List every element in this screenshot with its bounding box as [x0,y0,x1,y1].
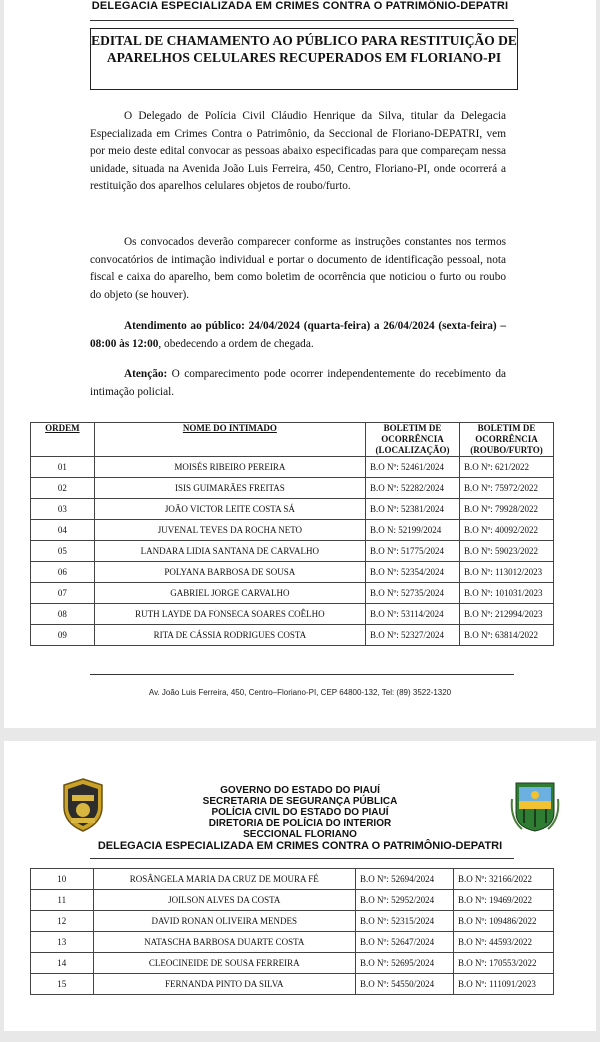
cell-nome: FERNANDA PINTO DA SILVA [93,974,356,995]
table-row [31,869,554,890]
cell-bo-roubo: B.O Nº: 19469/2022 [453,890,553,911]
gov-line-2: SECRETARIA DE SEGURANÇA PÚBLICA [202,796,398,807]
cell-ordem: 01 [31,457,95,478]
cell-bo-roubo: B.O Nº: 79928/2022 [459,499,553,520]
cell-bo-localizacao: B.O Nº: 52354/2024 [365,562,459,583]
schedule-bold: Atendimento ao público: 24/04/2024 (quarta-feira) a 26/04/2024 (sexta-feira) – 08:00 às 12:00 [90,320,506,350]
cell-ordem: 04 [31,520,95,541]
cell-bo-localizacao: B.O Nº: 52694/2024 [356,869,454,890]
col-ordem: ORDEM [31,423,95,457]
cell-ordem: 08 [31,604,95,625]
footer-rule [90,674,514,675]
paragraph-intro [90,108,506,196]
cell-bo-localizacao: B.O Nº: 52952/2024 [356,890,454,911]
cell-nome: GABRIEL JORGE CARVALHO [94,583,365,604]
table-row [31,499,554,520]
paragraph-instructions [90,234,506,304]
col-nome: NOME DO INTIMADO [94,423,365,457]
cell-bo-roubo: B.O Nº: 32166/2022 [453,869,553,890]
cell-bo-localizacao: B.O Nº: 52461/2024 [365,457,459,478]
cell-bo-localizacao: B.O Nº: 52327/2024 [365,625,459,646]
cell-bo-localizacao: B.O Nº: 52735/2024 [365,583,459,604]
cell-bo-roubo: B.O Nº: 113012/2023 [459,562,553,583]
cell-nome: JOÃO VICTOR LEITE COSTA SÁ [94,499,365,520]
cell-bo-localizacao: B.O N: 52199/2024 [365,520,459,541]
schedule-rest: , obedecendo a ordem de chegada. [158,337,314,350]
page-footer: Av. João Luis Ferreira, 450, Centro–Floriano-PI, CEP 64800-132, Tel: (89) 3522-1320 [148,688,452,697]
cell-nome: MOISÉS RIBEIRO PEREIRA [94,457,365,478]
cell-bo-roubo: B.O Nº: 59023/2022 [459,541,553,562]
cell-bo-roubo: B.O Nº: 63814/2022 [459,625,553,646]
cell-nome: RITA DE CÁSSIA RODRIGUES COSTA [94,625,365,646]
cell-bo-roubo: B.O Nº: 111091/2023 [453,974,553,995]
edital-title-line1: EDITAL DE CHAMAMENTO AO PÚBLICO PARA RESTITUIÇÃO DE [91,33,517,48]
cell-bo-localizacao: B.O Nº: 52647/2024 [356,932,454,953]
cell-nome: RUTH LAYDE DA FONSECA SOARES COÊLHO [94,604,365,625]
table-row [31,562,554,583]
cell-nome: DAVID RONAN OLIVEIRA MENDES [93,911,356,932]
cell-ordem: 09 [31,625,95,646]
col-bo-localizacao: BOLETIM DE OCORRÊNCIA (LOCALIZAÇÃO) [365,423,459,457]
cell-bo-localizacao: B.O Nº: 51775/2024 [365,541,459,562]
summons-table-1 [30,422,554,646]
cell-ordem: 02 [31,478,95,499]
cell-bo-localizacao: B.O Nº: 54550/2024 [356,974,454,995]
cell-bo-localizacao: B.O Nº: 52381/2024 [365,499,459,520]
col-bo-roubo: BOLETIM DE OCORRÊNCIA (ROUBO/FURTO) [459,423,553,457]
table-row [31,890,554,911]
cell-nome: LANDARA LIDIA SANTANA DE CARVALHO [94,541,365,562]
paragraph-attention [90,366,506,401]
document-page-1 [4,0,596,728]
cell-bo-localizacao: B.O Nº: 52315/2024 [356,911,454,932]
cell-nome: ISIS GUIMARÃES FREITAS [94,478,365,499]
table-row [31,520,554,541]
table-row [31,953,554,974]
paragraph-instructions-text: Os convocados deverão comparecer conforme as instruções constantes nos termos convocatórios de intimação individual e portar o documento de identificação pessoal, nota fiscal e caixa do aparelho, bem como boletim de ocorrência que noticiou o furto ou roubo do objeto (se houver). [90,236,506,301]
cell-ordem: 03 [31,499,95,520]
paragraph-schedule [90,318,506,353]
cell-bo-localizacao: B.O Nº: 53114/2024 [365,604,459,625]
cell-nome: JOILSON ALVES DA COSTA [93,890,356,911]
table-row [31,625,554,646]
cell-nome: CLEOCINEIDE DE SOUSA FERREIRA [93,953,356,974]
cell-bo-roubo: B.O Nº: 75972/2022 [459,478,553,499]
gov-line-3: POLÍCIA CIVIL DO ESTADO DO PIAUÍ [211,807,389,818]
cell-nome: NATASCHA BARBOSA DUARTE COSTA [93,932,356,953]
table-row [31,457,554,478]
table-row [31,478,554,499]
cell-ordem: 07 [31,583,95,604]
summons-table-2 [30,868,554,995]
table-row [31,974,554,995]
cell-ordem: 15 [31,974,94,995]
table-row [31,583,554,604]
cell-bo-roubo: B.O Nº: 212994/2023 [459,604,553,625]
table-row [31,541,554,562]
page2-subheader: DELEGACIA ESPECIALIZADA EM CRIMES CONTRA O PATRIMÔNIO-DEPATRI [97,840,503,852]
page2-header-rule [90,858,514,859]
edital-title-line2: APARELHOS CELULARES RECUPERADOS EM FLORIANO-PI [106,50,502,65]
cell-ordem: 05 [31,541,95,562]
cell-bo-roubo: B.O Nº: 170553/2022 [453,953,553,974]
cell-bo-roubo: B.O Nº: 40092/2022 [459,520,553,541]
table-row [31,932,554,953]
cell-bo-roubo: B.O Nº: 109486/2022 [453,911,553,932]
cell-bo-roubo: B.O Nº: 621/2022 [459,457,553,478]
attention-rest: O comparecimento pode ocorrer independentemente do recebimento da intimação policial. [90,368,506,398]
cell-nome: POLYANA BARBOSA DE SOUSA [94,562,365,583]
cell-ordem: 14 [31,953,94,974]
cell-bo-roubo: B.O Nº: 101031/2023 [459,583,553,604]
cell-ordem: 13 [31,932,94,953]
page-header: DELEGACIA ESPECIALIZADA EM CRIMES CONTRA O PATRIMÔNIO-DEPATRI [91,0,509,12]
table-row [31,911,554,932]
cell-nome: JUVENAL TEVES DA ROCHA NETO [94,520,365,541]
document-page-2 [4,741,596,1031]
gov-line-5: SECCIONAL FLORIANO [243,829,357,840]
cell-ordem: 06 [31,562,95,583]
header-rule [90,20,514,21]
gov-line-1: GOVERNO DO ESTADO DO PIAUÍ [220,785,380,796]
gov-line-4: DIRETORIA DE POLÍCIA DO INTERIOR [208,818,392,829]
edital-title-box [90,28,518,90]
paragraph-intro-text: O Delegado de Polícia Civil Cláudio Henrique da Silva, titular da Delegacia Especializada em Crimes Contra o Patrimônio, da Seccional de Floriano-DEPATRI, vem por meio deste edital convocar as pessoas abaixo especificadas para que compareçam nessa unidade, situada na Avenida João Luis Ferreira, 450, Centro, Floriano-PI, onde ocorrerá a restituição dos aparelhos celulares objetos de roubo/furto. [90,110,506,193]
cell-bo-localizacao: B.O Nº: 52695/2024 [356,953,454,974]
cell-nome: ROSÂNGELA MARIA DA CRUZ DE MOURA FÉ [93,869,356,890]
cell-bo-roubo: B.O Nº: 44593/2022 [453,932,553,953]
cell-bo-localizacao: B.O Nº: 52282/2024 [365,478,459,499]
cell-ordem: 11 [31,890,94,911]
cell-ordem: 10 [31,869,94,890]
table-header-row [31,423,554,457]
cell-ordem: 12 [31,911,94,932]
attention-bold: Atenção: [124,368,168,380]
table-row [31,604,554,625]
